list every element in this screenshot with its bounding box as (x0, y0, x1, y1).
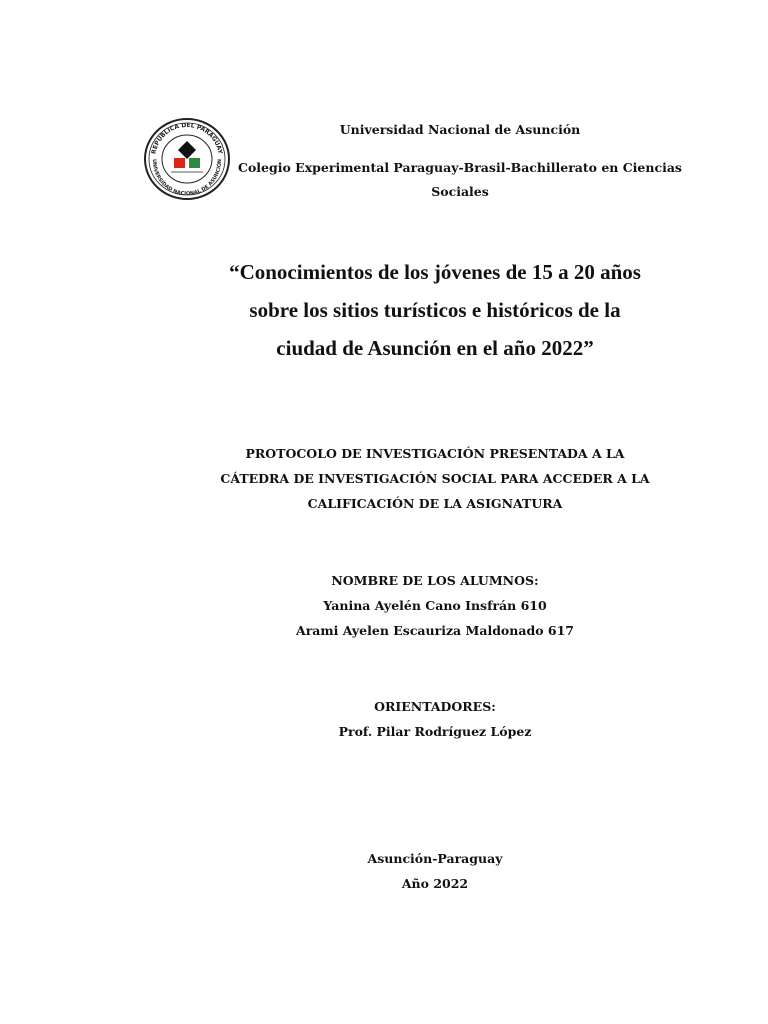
protocol-line: PROTOCOLO DE INVESTIGACIÓN PRESENTADA A LA (245, 446, 625, 461)
students-section (130, 568, 740, 643)
footer-place: Asunción-Paraguay (367, 851, 503, 866)
footer-section (130, 846, 740, 896)
student-name: Arami Ayelen Escauriza Maldonado 617 (296, 623, 574, 638)
seal-inner-text: UNIVERSIDAD NACIONAL DE ASUNCIÓN (150, 158, 224, 198)
university-seal-icon (143, 117, 231, 201)
seal-outer-text: REPÚBLICA DEL PARAGUAY (150, 121, 224, 155)
students-heading: NOMBRE DE LOS ALUMNOS: (331, 573, 539, 588)
protocol-line: CÁTEDRA DE INVESTIGACIÓN SOCIAL PARA ACCEDER A LA (220, 471, 650, 486)
advisors-heading: ORIENTADORES: (374, 699, 496, 714)
title-line: ciudad de Asunción en el año 2022” (276, 336, 594, 360)
college-name: Colegio Experimental Paraguay-Brasil-Bachillerato en Ciencias Sociales (238, 160, 682, 199)
protocol-line: CALIFICACIÓN DE LA ASIGNATURA (307, 496, 563, 511)
advisors-section (130, 694, 740, 744)
protocol-statement (130, 441, 740, 516)
student-name: Yanina Ayelén Cano Insfrán 610 (323, 598, 547, 613)
advisor-name: Prof. Pilar Rodríguez López (338, 724, 532, 739)
footer-year: Año 2022 (401, 876, 469, 891)
title-line: “Conocimientos de los jóvenes de 15 a 20 años (229, 260, 641, 284)
university-name: Universidad Nacional de Asunción (339, 122, 581, 137)
document-title (150, 253, 720, 367)
title-line: sobre los sitios turísticos e históricos de la (249, 298, 621, 322)
